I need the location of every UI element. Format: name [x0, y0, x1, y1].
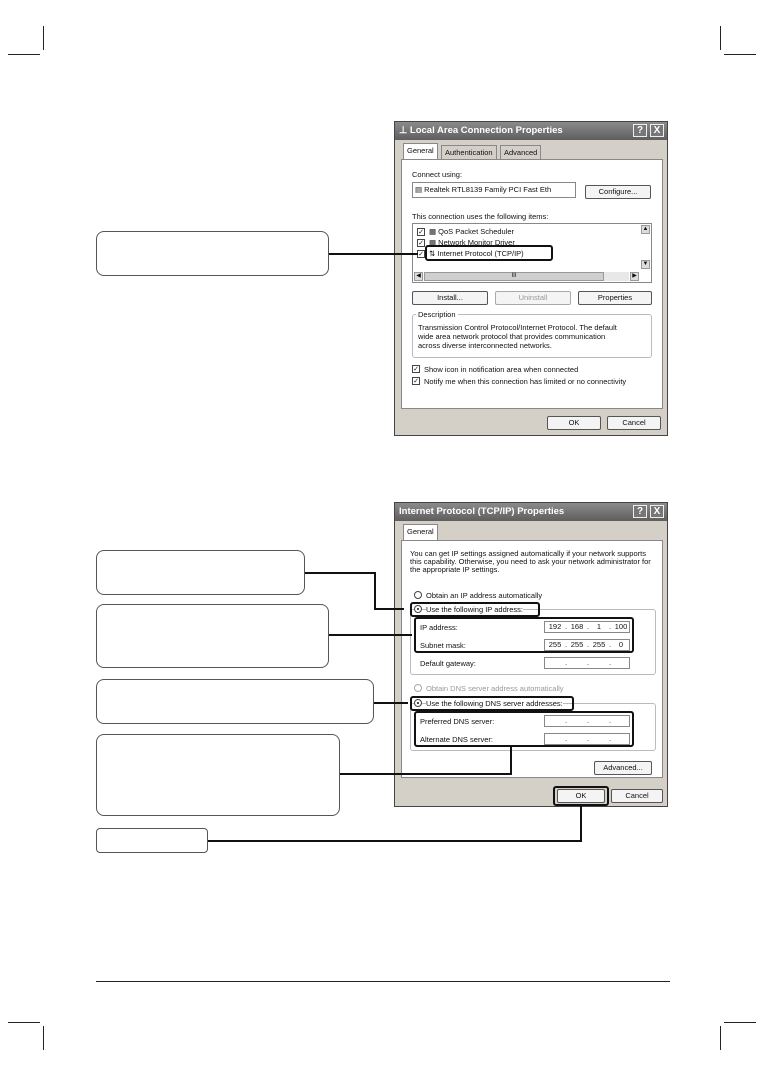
subnet-mask-field[interactable]: 255 . 255 . 255 . 0 — [544, 639, 630, 651]
notify-label: Notify me when this connection has limited or no connectivity — [424, 377, 627, 386]
crop-mark — [43, 1026, 44, 1050]
properties-button[interactable]: Properties — [578, 291, 652, 305]
cancel-button[interactable]: Cancel — [611, 789, 663, 803]
dialog-title: Local Area Connection Properties — [409, 125, 563, 136]
leader-line — [208, 840, 581, 842]
callout-box — [96, 828, 208, 853]
obtain-ip-label: Obtain an IP address automatically — [426, 591, 543, 600]
show-icon-checkbox[interactable]: ✓ — [413, 366, 419, 373]
leader-line — [305, 572, 375, 574]
network-icon: ⊥ — [399, 125, 410, 136]
uninstall-button[interactable]: Uninstall — [495, 291, 571, 305]
adapter-field — [412, 182, 576, 198]
lan-properties-dialog — [394, 121, 668, 436]
description-line: across diverse interconnected networks. — [418, 341, 552, 350]
default-gateway-label: Default gateway: — [420, 659, 476, 668]
intro-line: this capability. Otherwise, you need to ask your network administrator for — [410, 557, 651, 566]
tab-advanced[interactable]: Advanced — [500, 145, 541, 159]
leader-line — [329, 634, 412, 636]
title-bar: Internet Protocol (TCP/IP) Properties — [395, 503, 667, 521]
crop-mark — [8, 1022, 40, 1023]
items-label: This connection uses the following items: — [412, 212, 549, 221]
item-checkbox[interactable]: ✓ — [418, 251, 424, 258]
close-button[interactable]: X — [650, 124, 664, 137]
use-ip-label: Use the following IP address: — [426, 605, 523, 614]
item-checkbox[interactable]: ✓ — [418, 229, 424, 236]
ip-address-label: IP address: — [420, 623, 458, 632]
leader-line — [580, 805, 582, 842]
callout-box — [96, 604, 329, 668]
item-checkbox[interactable]: ✓ — [418, 240, 424, 247]
crop-mark — [724, 1022, 756, 1023]
scroll-thumb[interactable]: III — [424, 272, 604, 281]
help-button[interactable]: ? — [633, 124, 647, 137]
highlight-ip-fields — [414, 617, 634, 653]
protocol-icon: ⇅ — [429, 249, 438, 258]
subnet-mask-label: Subnet mask: — [420, 641, 466, 650]
highlight-ok-button — [553, 786, 609, 806]
cancel-button[interactable]: Cancel — [607, 416, 661, 430]
title-bar — [395, 122, 667, 140]
leader-line — [374, 608, 404, 610]
leader-line — [340, 773, 512, 775]
list-item[interactable]: ▦ Network Monitor Driver — [429, 238, 515, 247]
callout-box — [96, 550, 305, 595]
ok-button[interactable]: OK — [557, 789, 605, 803]
highlight-use-dns — [410, 696, 574, 711]
tab-general[interactable]: General — [403, 524, 438, 540]
crop-mark — [724, 54, 756, 55]
description-legend: Description — [418, 310, 456, 319]
scroll-up-icon[interactable]: ▲ — [642, 226, 649, 232]
obtain-dns-label: Obtain DNS server address automatically — [426, 684, 564, 693]
preferred-dns-field[interactable]: . . . — [544, 715, 630, 727]
crop-mark — [720, 26, 721, 50]
general-panel — [401, 540, 663, 778]
leader-line — [329, 253, 418, 255]
ok-button[interactable]: OK — [547, 416, 601, 430]
qos-icon: ▦ — [429, 227, 439, 236]
scroll-left-icon[interactable]: ◀ — [414, 272, 423, 281]
help-button[interactable]: ? — [633, 505, 647, 518]
callout-box — [96, 734, 340, 816]
list-item-selected[interactable]: ⇅ Internet Protocol (TCP/IP) — [429, 249, 524, 258]
leader-line — [374, 702, 408, 704]
highlight-dns-fields — [414, 711, 634, 747]
scroll-right-icon[interactable]: ▶ — [630, 272, 639, 281]
tcpip-properties-dialog — [394, 502, 668, 807]
leader-line — [510, 745, 512, 775]
obtain-dns-radio[interactable] — [414, 684, 422, 692]
obtain-ip-radio[interactable] — [414, 591, 422, 599]
tab-general[interactable]: General — [403, 143, 438, 159]
advanced-button[interactable]: Advanced... — [594, 761, 652, 775]
callout-box — [96, 231, 329, 276]
footer-rule — [96, 981, 670, 982]
connect-using-label: Connect using: — [412, 170, 463, 179]
adapter-name: Realtek RTL8139 Family PCI Fast Eth — [424, 185, 552, 194]
preferred-dns-label: Preferred DNS server: — [420, 717, 495, 726]
adapter-icon: ▤ — [415, 185, 425, 194]
callout-box — [96, 679, 374, 724]
default-gateway-field[interactable]: . . . — [544, 657, 630, 669]
crop-mark — [43, 26, 44, 50]
highlight-tcpip-item — [425, 245, 553, 261]
intro-line: the appropriate IP settings. — [410, 565, 500, 574]
crop-mark — [8, 54, 40, 55]
intro-line: You can get IP settings assigned automatically if your network supports — [410, 549, 646, 558]
alternate-dns-field[interactable]: . . . — [544, 733, 630, 745]
description-line: wide area network protocol that provides communication — [418, 332, 606, 341]
monitor-icon: ▦ — [429, 238, 439, 247]
use-dns-label: Use the following DNS server addresses: — [426, 699, 563, 708]
show-icon-label: Show icon in notification area when connected — [424, 365, 579, 374]
alternate-dns-label: Alternate DNS server: — [420, 735, 493, 744]
ip-address-field[interactable]: 192 . 168 . 1 . 100 — [544, 621, 630, 633]
notify-checkbox[interactable]: ✓ — [413, 378, 419, 385]
configure-button[interactable]: Configure... — [585, 185, 651, 199]
leader-line — [374, 572, 376, 609]
close-button[interactable]: X — [650, 505, 664, 518]
description-line: Transmission Control Protocol/Internet Protocol. The default — [418, 323, 617, 332]
highlight-use-ip — [410, 602, 540, 617]
scroll-down-icon[interactable]: ▼ — [642, 261, 649, 267]
install-button[interactable]: Install... — [412, 291, 488, 305]
general-panel — [401, 159, 663, 409]
crop-mark — [720, 1026, 721, 1050]
tab-authentication[interactable]: Authentication — [441, 145, 497, 159]
list-item[interactable]: ▦ QoS Packet Scheduler — [429, 227, 515, 236]
horizontal-scrollbar[interactable] — [424, 272, 629, 281]
